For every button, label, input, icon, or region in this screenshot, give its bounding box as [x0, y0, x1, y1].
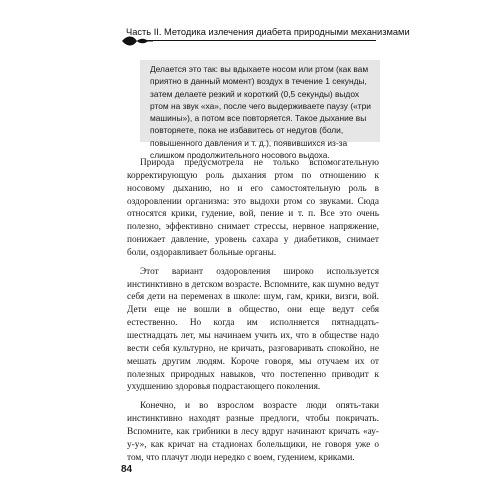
running-header: Часть II. Методика излечения диабета природными механизмами [126, 27, 410, 37]
page-number: 84 [121, 464, 133, 475]
body-text [127, 157, 379, 470]
boxed-note-text: Делается это так: вы вдыхаете носом или ртом (как вам приятно в данный момент) воздух в течение 1 секунды, затем делаете резкий и короткий (0,5 секунды) выдох ртом на звук «ха», после чего выдерживаете паузу («три машины»), а потом все повторяется. Такое дыхание вы повторяете, пока не избавитесь от недугов (боли, повышенного давления и т. д.), появившихся из-за слишком продолжительного носового выдоха. [150, 64, 371, 161]
paragraph: Природа предусмотрела не только вспомогательную корректирующую роль дыхания ртом по отношению к носовому дыханию, но и его самостоятельную роль в оздоровлении организма: это выдохи ртом со звуками. Сюда относятся крики, гудение, вой, пение и т. п. Все это очень полезно, эффективно снимает стрессы, нервное напряжение, понижает давление, уровень сахара у диабетиков, снимает боли, оздоравливает больные органы. [127, 158, 379, 258]
paragraph: Конечно, и во взрослом возрасте люди опять-таки инстинктивно находят разные предлоги, чтобы покричать. Вспомните, как грибники в лесу вдруг начинают кричать «ау-у-у», как кричат на стадионах болельщики, не говоря уже о том, что плачут люди нередко с воем, гудением, криками. [127, 401, 379, 463]
header-rule [146, 40, 376, 41]
boxed-note [140, 60, 380, 161]
leaf-ornament-icon [121, 35, 153, 47]
paragraph: Этот вариант оздоровления широко используется инстинктивно в детском возрасте. Вспомните, как шумно ведут себя дети на переменах в школе: шум, гам, крики, визги, вой. Дети еще не вошли в общество, они еще ведут себя естественно. Но когда им исполняется пятнадцать-шестнадцать лет, мы начинаем учить их, что в обществе надо вести себя культурно, не кричать, разговаривать спокойно, не мешать другим людям. Короче говоря, мы отучаем их от полезных природных навыков, что постепенно приводит к ухудшению здоровья подрастающего поколения. [127, 266, 379, 393]
